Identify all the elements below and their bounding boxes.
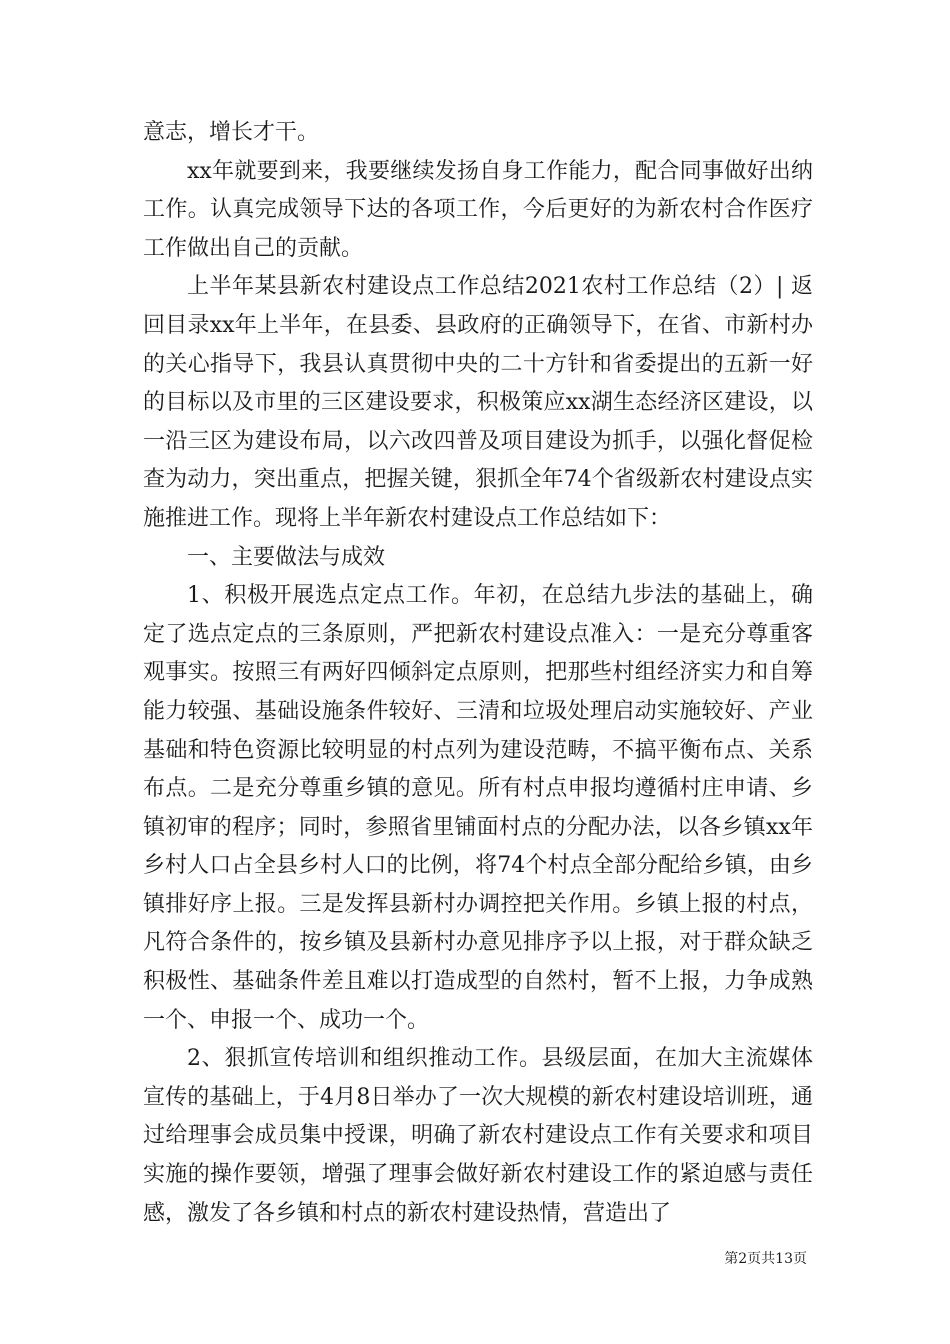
paragraph-1: 意志，增长才干。 [143, 120, 320, 145]
paragraph-3: 上半年某县新农村建设点工作总结2021农村工作总结（2）| 返回目录xx年上半年，在县委、县政府的正确领导下，在省、市新村办的关心指导下，我县认真贯彻中央的二十方针和省委提出的五新一好的目标以及市里的三区建设要求，积极策应xx湖生态经济区建设，以一沿三区为建设布局，以六改四普及项目建设为抓手，以强化督促检查为动力，突出重点，把握关键，狠抓全年74个省级新农村建设点实施推进工作。现将上半年新农村建设点工作总结如下： [143, 274, 813, 531]
page-number-footer: 第2页共13页 [724, 1251, 807, 1267]
section-heading: 一、主要做法与成效 [187, 544, 386, 570]
document-body [143, 114, 813, 1233]
paragraph-2: xx年就要到来，我要继续发扬自身工作能力，配合同事做好出纳工作。认真完成领导下达的各项工作，今后更好的为新农村合作医疗工作做出自己的贡献。 [143, 158, 813, 261]
paragraph-5: 1、积极开展选点定点工作。年初，在总结九步法的基础上，确定了选点定点的三条原则，严把新农村建设点准入：一是充分尊重客观事实。按照三有两好四倾斜定点原则，把那些村组经济实力和自筹能力较强、基础设施条件较好、三清和垃圾处理启动实施较好、产业基础和特色资源比较明显的村点列为建设范畴，不搞平衡布点、关系布点。二是充分尊重乡镇的意见。所有村点申报均遵循村庄申请、乡镇初审的程序；同时，参照省里铺面村点的分配办法，以各乡镇xx年乡村人口占全县乡村人口的比例，将74个村点全部分配给乡镇，由乡镇排好序上报。三是发挥县新村办调控把关作用。乡镇上报的村点，凡符合条件的，按乡镇及县新村办意见排序予以上报，对于群众缺乏积极性、基础条件差且难以打造成型的自然村，暂不上报，力争成熟一个、申报一个、成功一个。 [143, 583, 813, 1033]
paragraph-6: 2、狠抓宣传培训和组织推动工作。县级层面，在加大主流媒体宣传的基础上，于4月8日举办了一次大规模的新农村建设培训班，通过给理事会成员集中授课，明确了新农村建设点工作有关要求和项目实施的操作要领，增强了理事会做好新农村建设工作的紧迫感与责任感，激发了各乡镇和村点的新农村建设热情，营造出了 [143, 1046, 813, 1226]
